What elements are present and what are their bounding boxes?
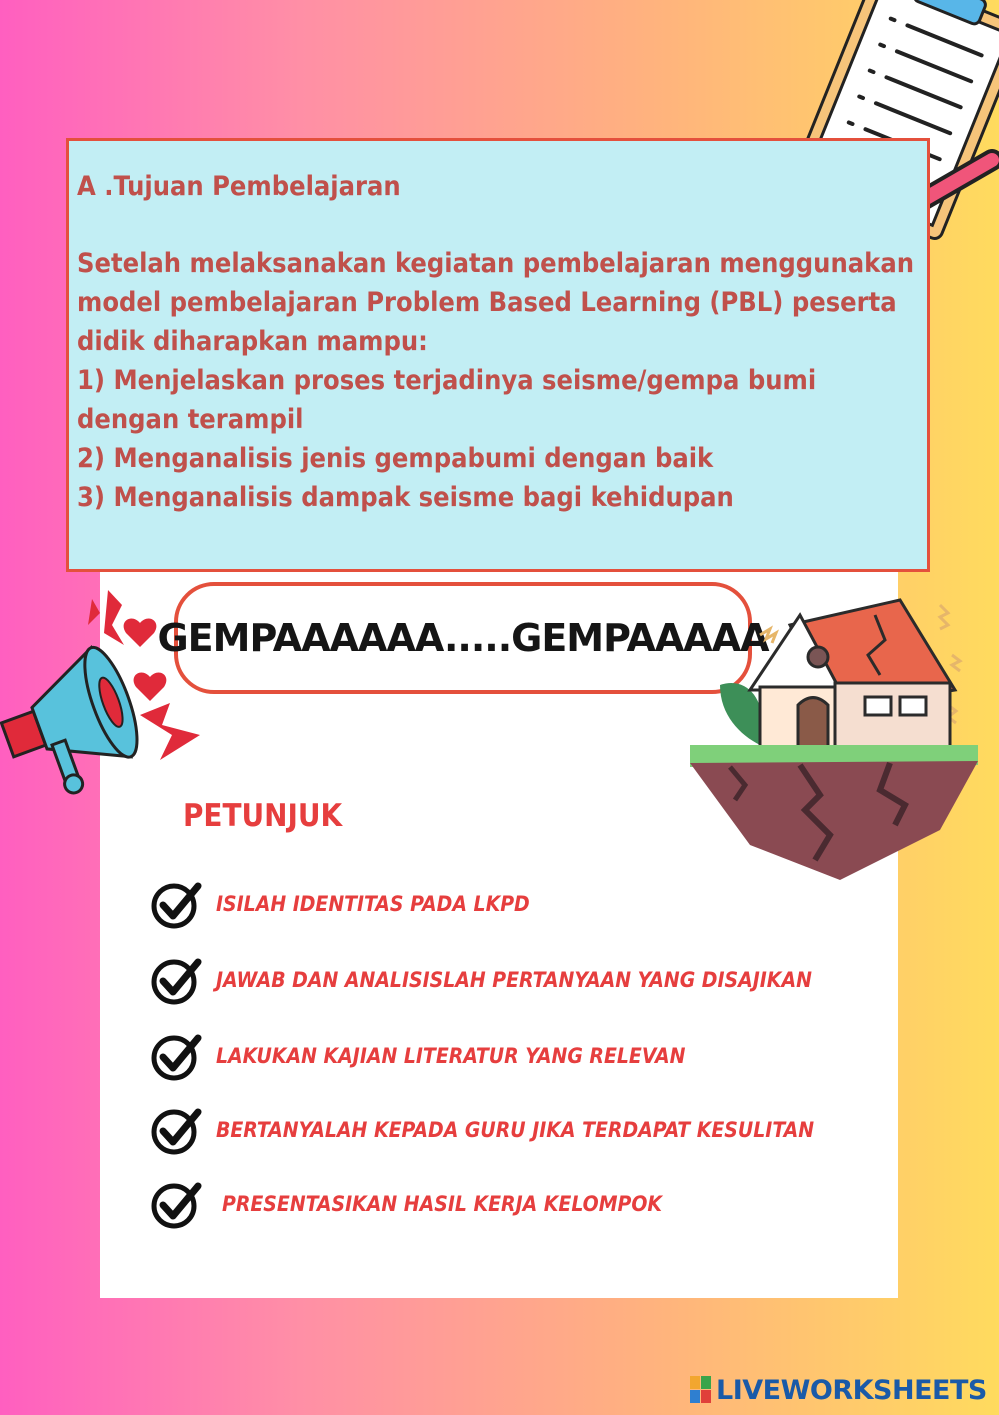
instruction-step xyxy=(150,878,530,930)
liveworksheets-logo-icon xyxy=(690,1376,712,1404)
instruction-step xyxy=(150,954,812,1006)
check-circle-icon xyxy=(150,878,202,930)
objectives-intro-line: Setelah melaksanakan kegiatan pembelajaran menggunakan xyxy=(77,248,914,279)
check-circle-icon xyxy=(150,1178,202,1230)
liveworksheets-brand: LIVEWORKSHEETS xyxy=(716,1374,987,1406)
check-circle-icon xyxy=(150,954,202,1006)
instruction-step-text: ISILAH IDENTITAS PADA LKPD xyxy=(216,892,530,916)
banner-text: GEMPAAAAAA.....GEMPAAAAA xyxy=(157,616,769,660)
instruction-step xyxy=(150,1178,662,1230)
instruction-step-text: JAWAB DAN ANALISISLAH PERTANYAAN YANG DISAJIKAN xyxy=(216,968,812,992)
instruction-step-text: PRESENTASIKAN HASIL KERJA KELOMPOK xyxy=(222,1192,663,1216)
check-circle-icon xyxy=(150,1104,202,1156)
check-circle-icon xyxy=(150,1030,202,1082)
instruction-step xyxy=(150,1104,814,1156)
objective-item: 2) Menganalisis jenis gempabumi dengan baik xyxy=(77,443,714,474)
objectives-title: A .Tujuan Pembelajaran xyxy=(77,171,401,202)
objectives-intro-line: didik diharapkan mampu: xyxy=(77,326,428,357)
cracked-house-icon xyxy=(690,595,980,880)
earthquake-banner xyxy=(157,582,769,694)
instruction-step-text: BERTANYALAH KEPADA GURU JIKA TERDAPAT KESULITAN xyxy=(216,1118,815,1142)
objective-item: 1) Menjelaskan proses terjadinya seisme/gempa bumi dengan terampil xyxy=(77,365,817,435)
instructions-title: PETUNJUK xyxy=(183,798,343,834)
liveworksheets-logo[interactable] xyxy=(690,1372,987,1408)
instruction-step xyxy=(150,1030,685,1082)
learning-objectives-box xyxy=(66,138,930,572)
objectives-intro-line: model pembelajaran Problem Based Learning (PBL) peserta xyxy=(77,287,897,318)
objective-item: 3) Menganalisis dampak seisme bagi kehidupan xyxy=(77,482,734,513)
instruction-step-text: LAKUKAN KAJIAN LITERATUR YANG RELEVAN xyxy=(216,1044,686,1068)
